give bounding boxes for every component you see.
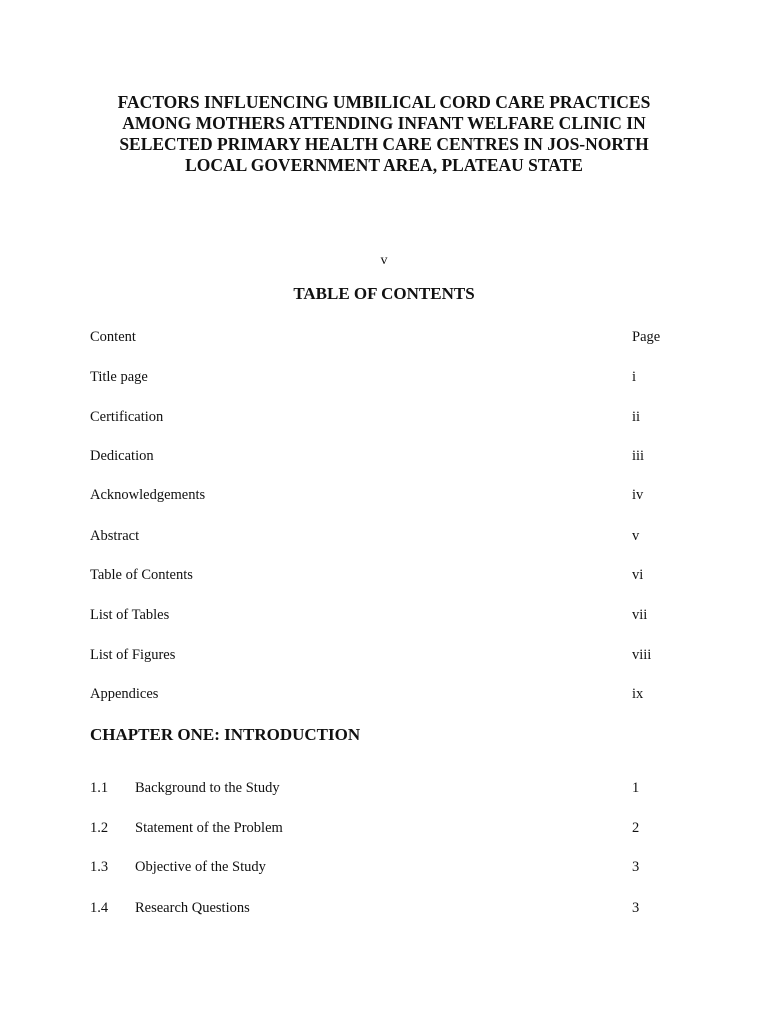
toc-entry-label: Table of Contents [90, 567, 193, 583]
toc-entry-label: Acknowledgements [90, 487, 206, 503]
toc-entry-label: Abstract [90, 528, 140, 544]
toc-entry-page: v [632, 528, 640, 544]
toc-column-headers [90, 327, 680, 347]
toc-entry [90, 605, 680, 625]
toc-entry-label: Appendices [90, 686, 159, 702]
toc-entry [90, 446, 680, 466]
toc-entry [90, 485, 680, 505]
section-number: 1.3 [90, 859, 109, 875]
title-line: LOCAL GOVERNMENT AREA, PLATEAU STATE [185, 155, 583, 175]
toc-entry-page: iii [632, 448, 645, 464]
toc-section-entry [90, 898, 680, 918]
toc-section-entry [90, 778, 680, 798]
toc-entry-page: ix [632, 686, 644, 702]
section-number: 1.4 [90, 900, 109, 916]
toc-entry-label: Dedication [90, 448, 154, 464]
toc-entry [90, 407, 680, 427]
toc-entry [90, 684, 680, 704]
toc-entry-page: i [632, 369, 637, 385]
toc-entry [90, 526, 680, 546]
toc-entry-label: List of Tables [90, 607, 170, 623]
toc-entry-label: Title page [90, 369, 148, 385]
title-line: AMONG MOTHERS ATTENDING INFANT WELFARE CLINIC IN [122, 113, 646, 133]
toc-entry-page: viii [632, 647, 652, 663]
toc-entry [90, 645, 680, 665]
toc-entry-label: Certification [90, 409, 164, 425]
chapter-heading: CHAPTER ONE: INTRODUCTION [90, 725, 361, 744]
title-line: FACTORS INFLUENCING UMBILICAL CORD CARE PRACTICES [117, 92, 651, 112]
section-label: Background to the Study [135, 780, 280, 796]
section-label: Research Questions [135, 900, 250, 916]
toc-entry [90, 367, 680, 387]
section-page: 3 [632, 859, 640, 875]
toc-entry-page: vi [632, 567, 644, 583]
page-column-header: Page [632, 329, 661, 345]
document-title [84, 92, 684, 176]
toc-entry-page: iv [632, 487, 644, 503]
toc-section-entry [90, 818, 680, 838]
toc-heading: TABLE OF CONTENTS [293, 284, 475, 303]
toc-entry-page: ii [632, 409, 641, 425]
toc-entry-page: vii [632, 607, 648, 623]
section-page: 1 [632, 780, 640, 796]
section-page: 3 [632, 900, 640, 916]
section-number: 1.2 [90, 820, 109, 836]
page-marker: v [380, 253, 388, 268]
title-line: SELECTED PRIMARY HEALTH CARE CENTRES IN JOS-NORTH [119, 134, 649, 154]
section-label: Objective of the Study [135, 859, 266, 875]
toc-entry-label: List of Figures [90, 647, 176, 663]
section-number: 1.1 [90, 780, 109, 796]
toc-entry [90, 565, 680, 585]
section-label: Statement of the Problem [135, 820, 283, 836]
section-page: 2 [632, 820, 640, 836]
toc-section-entry [90, 857, 680, 877]
content-column-header: Content [90, 329, 136, 345]
